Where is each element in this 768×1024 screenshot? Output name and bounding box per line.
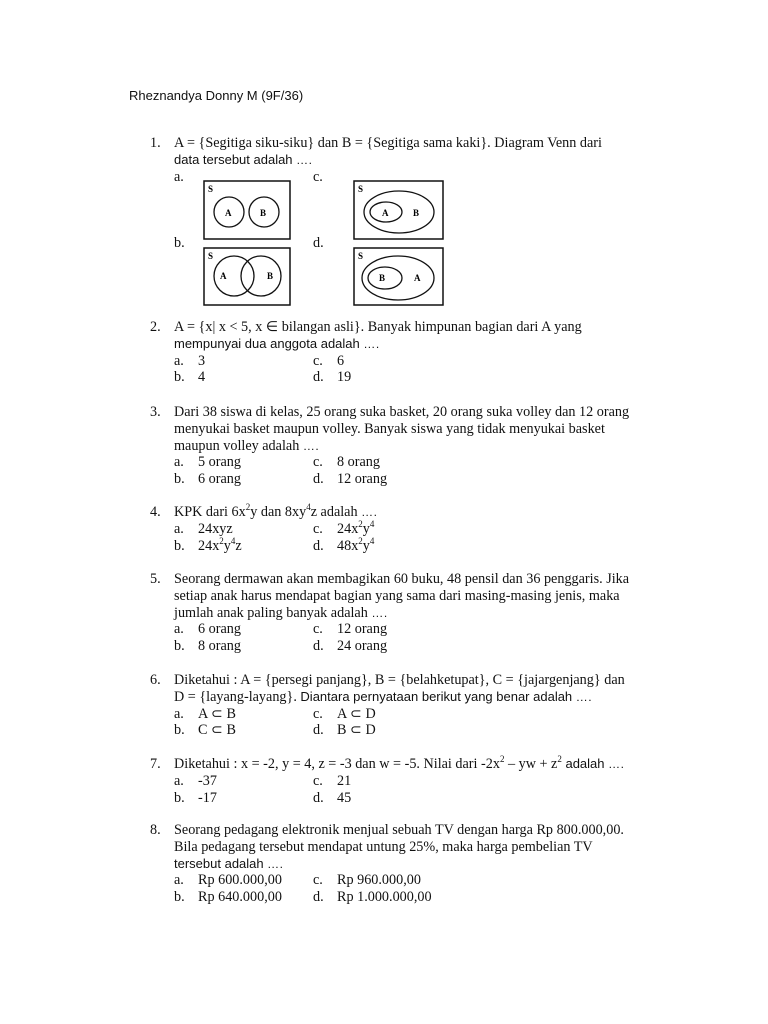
options-row: a. 5 orang c. 8 orang bbox=[174, 454, 380, 471]
question-number: 4. bbox=[150, 504, 161, 520]
question-text: A = {x| x < 5, x ∈ bilangan asli}. Banyak himpunan bagian dari A yang mempunyai dua anggota adalah …. bbox=[174, 319, 582, 351]
venn-diagram-d bbox=[354, 248, 443, 305]
option-label-d: d. bbox=[313, 235, 324, 251]
question-text: Diketahui : A = {persegi panjang}, B = {belahketupat}, C = {jajargenjang} dan D = {layang-layang}. Diantara pernyataan berikut yang benar adalah …. bbox=[174, 672, 625, 705]
option-label-b: b. bbox=[174, 235, 185, 251]
option-c: 21 bbox=[337, 772, 352, 789]
option-a: Rp 600.000,00 bbox=[198, 872, 282, 889]
options-row: a. 3 c. 6 bbox=[174, 352, 345, 369]
question-text: Seorang pedagang elektronik menjual sebuah TV dengan harga Rp 800.000,00. Bila pedagang tersebut mendapat untung 25%, maka harga pembelian TV tersebut adalah …. bbox=[174, 822, 624, 871]
question-text: Dari 38 siswa di kelas, 25 orang suka basket, 20 orang suka volley dan 12 orang menyukai basket maupun volley. Banyak siswa yang tidak menyukai basket maupun volley adalah …. bbox=[174, 404, 630, 454]
question-text: Seorang dermawan akan membagikan 60 buku, 48 pensil dan 36 penggaris. Jika setiap anak harus mendapat bagian yang sama dari masing-masing jenis, maka jumlah anak paling banyak adalah …. bbox=[174, 571, 630, 621]
options-row: a. A ⊂ B c. A ⊂ D bbox=[174, 705, 376, 722]
option-c: A ⊂ D bbox=[337, 705, 376, 722]
question-2 bbox=[150, 319, 676, 386]
option-a: 3 bbox=[198, 352, 206, 369]
options-row: b. -17 d. 45 bbox=[174, 789, 352, 806]
question-3 bbox=[150, 404, 676, 488]
question-number: 2. bbox=[150, 319, 161, 335]
option-a: 24xyz bbox=[198, 520, 233, 537]
option-a: 6 orang bbox=[198, 621, 241, 638]
option-b: C ⊂ B bbox=[198, 722, 236, 739]
option-d: 24 orang bbox=[337, 638, 388, 655]
question-number: 7. bbox=[150, 756, 161, 772]
options-row: b. 8 orang d. 24 orang bbox=[174, 638, 388, 655]
option-d: 45 bbox=[337, 789, 352, 806]
svg-text:A: A bbox=[225, 208, 232, 218]
options-row: a. Rp 600.000,00 c. Rp 960.000,00 bbox=[174, 872, 421, 889]
question-8 bbox=[150, 822, 676, 906]
option-c: 6 bbox=[337, 352, 345, 369]
option-b: 4 bbox=[198, 369, 206, 386]
question-number: 5. bbox=[150, 571, 161, 587]
option-b: $24x^2y^4z$ bbox=[198, 535, 242, 554]
option-b: Rp 640.000,00 bbox=[198, 889, 282, 906]
venn-diagrams bbox=[0, 0, 768, 320]
svg-text:S: S bbox=[358, 251, 364, 261]
option-label-c: c. bbox=[313, 169, 323, 185]
option-d: 12 orang bbox=[337, 471, 388, 488]
svg-text:A: A bbox=[382, 208, 389, 218]
options-row: a. 6 orang c. 12 orang bbox=[174, 621, 388, 638]
author-name: Rheznandya Donny M (9F/36) bbox=[129, 88, 304, 103]
option-a: 5 orang bbox=[198, 454, 241, 471]
option-d: B ⊂ D bbox=[337, 722, 376, 739]
option-label-a: a. bbox=[174, 169, 184, 185]
question-number: 8. bbox=[150, 822, 161, 838]
option-b: 8 orang bbox=[198, 638, 241, 655]
question-5 bbox=[150, 571, 676, 655]
option-c: 12 orang bbox=[337, 621, 388, 638]
options-row: b. C ⊂ B d. B ⊂ D bbox=[174, 722, 376, 739]
svg-text:S: S bbox=[208, 184, 214, 194]
options-row: a. -37 c. 21 bbox=[174, 772, 352, 789]
question-number: 1. bbox=[150, 135, 161, 151]
option-a: -37 bbox=[198, 772, 217, 789]
option-c: $24x^2y^4$ bbox=[337, 518, 375, 537]
svg-text:B: B bbox=[260, 208, 267, 218]
options-row: a. 24xyz c. $24x^2y^4$ bbox=[174, 518, 375, 537]
svg-text:B: B bbox=[379, 273, 386, 283]
venn-diagram-c bbox=[354, 181, 443, 239]
option-c: Rp 960.000,00 bbox=[337, 872, 421, 889]
question-7 bbox=[150, 756, 676, 806]
question-6 bbox=[150, 672, 676, 739]
svg-text:S: S bbox=[208, 251, 214, 261]
options-row: b. $24x^2y^4z$ d. $48x^2y^4$ bbox=[174, 535, 375, 554]
svg-text:A: A bbox=[220, 271, 227, 281]
options-row: b. Rp 640.000,00 d. Rp 1.000.000,00 bbox=[174, 889, 432, 906]
options-row: b. 6 orang d. 12 orang bbox=[174, 471, 388, 488]
option-d: 19 bbox=[337, 369, 352, 386]
question-4 bbox=[150, 504, 676, 554]
question-text: KPK dari $6x^2y$ dan $8xy^4z$ adalah …. bbox=[174, 502, 378, 520]
option-d: Rp 1.000.000,00 bbox=[337, 889, 432, 906]
svg-text:S: S bbox=[358, 184, 364, 194]
option-b: 6 orang bbox=[198, 471, 241, 488]
venn-diagram-b bbox=[204, 248, 290, 305]
question-number: 3. bbox=[150, 404, 161, 420]
question-text: A = {Segitiga siku-siku} dan B = {Segitiga sama kaki}. Diagram Venn dari data tersebut adalah …. bbox=[174, 135, 602, 167]
option-b: -17 bbox=[198, 789, 217, 806]
option-d: $48x^2y^4$ bbox=[337, 535, 375, 554]
question-text: Diketahui : x = -2, y = 4, z = -3 dan w = -5. Nilai dari $-2x^2$ – yw + $z^2$ adalah …. bbox=[174, 754, 625, 772]
svg-text:B: B bbox=[413, 208, 420, 218]
venn-diagram-a bbox=[204, 181, 290, 239]
question-number: 6. bbox=[150, 672, 161, 688]
svg-text:B: B bbox=[267, 271, 274, 281]
option-a: A ⊂ B bbox=[198, 705, 236, 722]
options-row: b. 4 d. 19 bbox=[174, 369, 352, 386]
svg-text:A: A bbox=[414, 273, 421, 283]
option-c: 8 orang bbox=[337, 454, 380, 471]
